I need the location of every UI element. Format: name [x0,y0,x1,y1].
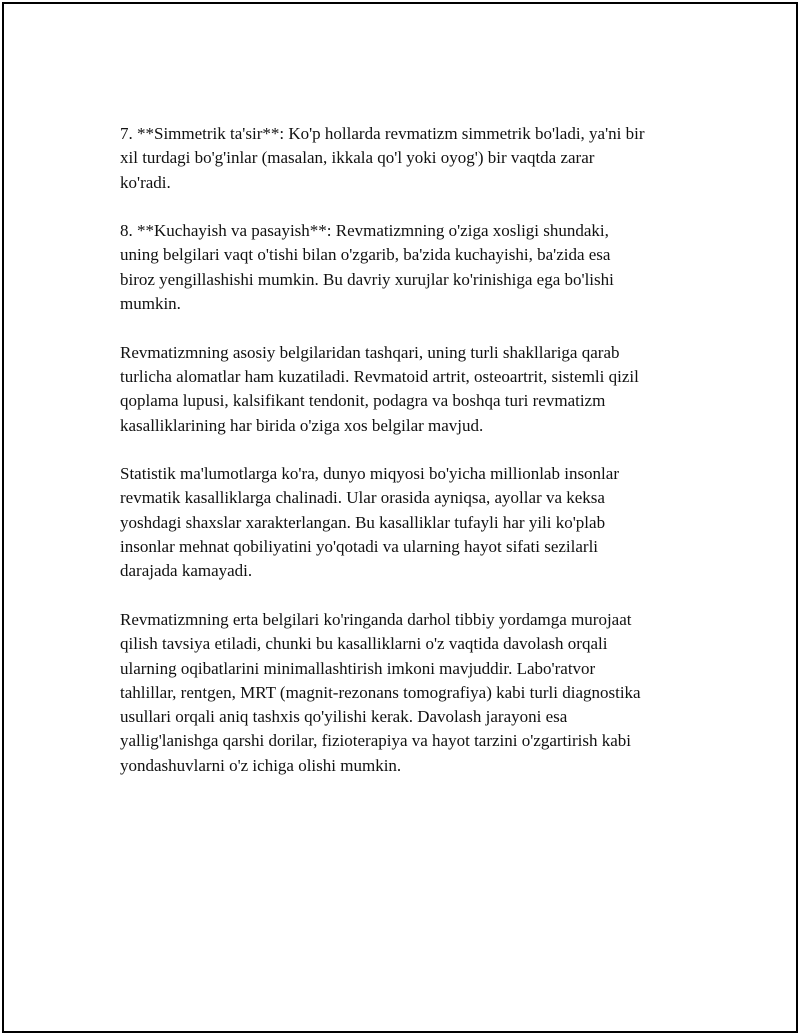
paragraph-statistics: Statistik ma'lumotlarga ko'ra, dunyo miqyosi bo'yicha millionlab insonlar revmatik kasalliklarga chalinadi. Ular orasida ayniqsa, ayollar va keksa yoshdagi shaxslar xarakterlangan. Bu kasalliklar tufayli har yili ko'plab insonlar mehnat qobiliyatini yo'qotadi va ularning hayot sifati sezilarli darajada kamayadi. [120,464,619,581]
document-body [120,122,700,802]
page-frame [2,2,798,1033]
paragraph-diagnosis-treatment: Revmatizmning erta belgilari ko'ringanda darhol tibbiy yordamga murojaat qilish tavsiya etiladi, chunki bu kasalliklarni o'z vaqtida davolash orqali ularning oqibatlarini minimallashtirish imkoni mavjuddir. Labo'ratvor tahlillar, rentgen, MRT (magnit-rezonans tomografiya) kabi turli diagnostika usullari orqali aniq tashxis qo'yilishi kerak. Davolash jarayoni esa yallig'lanishga qarshi dorilar, fizioterapiya va hayot tarzini o'zgartirish kabi yondashuvlarni o'z ichiga olishi mumkin. [120,609,641,775]
paragraph-flare-remission: 8. **Kuchayish va pasayish**: Revmatizmning o'ziga xosligi shundaki, uning belgilari vaqt o'tishi bilan o'zgarib, ba'zida kuchayishi, ba'zida esa biroz yengillashishi mumkin. Bu davriy xurujlar ko'rinishiga ega bo'lishi mumkin. [120,221,614,314]
paragraph-symmetric-effect: 7. **Simmetrik ta'sir**: Ko'p hollarda revmatizm simmetrik bo'ladi, ya'ni bir xil turdagi bo'g'inlar (masalan, ikkala qo'l yoki oyog') bir vaqtda zarar ko'radi. [120,124,645,192]
paragraph-forms-symptoms: Revmatizmning asosiy belgilaridan tashqari, uning turli shakllariga qarab turlicha alomatlar ham kuzatiladi. Revmatoid artrit, osteoartrit, sistemli qizil qoplama lupusi, kalsifikant tendonit, podagra va boshqa turi revmatizm kasalliklarining har birida o'ziga xos belgilar mavjud. [120,342,639,435]
